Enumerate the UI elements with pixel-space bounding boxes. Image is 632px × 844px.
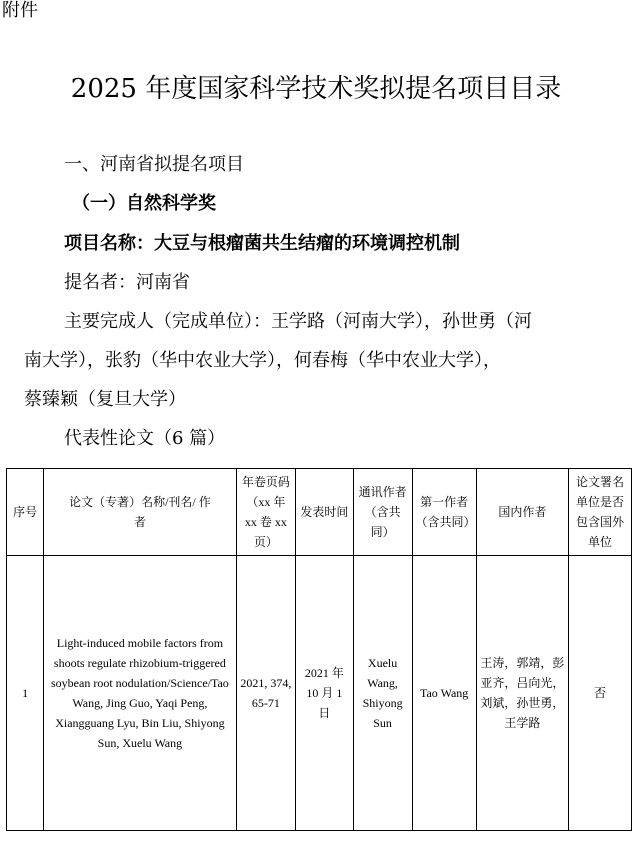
domestic-authors: 王涛，郭靖，彭亚齐，吕向光，刘斌，孙世勇，王学路 bbox=[476, 556, 568, 831]
header-cell: 年卷页码（xx 年 xx 卷 xx 页） bbox=[236, 469, 296, 556]
papers-heading: 代表性论文（6 篇） bbox=[64, 428, 226, 449]
header-cell: 发表时间 bbox=[296, 469, 354, 556]
header-cell: 国内作者 bbox=[476, 469, 568, 556]
first-author: Tao Wang bbox=[412, 556, 476, 831]
project-name: 项目名称：大豆与根瘤菌共生结瘤的环境调控机制 bbox=[64, 233, 460, 254]
table-header-row bbox=[7, 469, 632, 556]
contributors-line: 南大学），张豹（华中农业大学），何春梅（华中农业大学）， bbox=[24, 350, 501, 371]
header-cell: 论文署名单位是否包含国外单位 bbox=[569, 469, 632, 556]
attachment-label: 附件 bbox=[2, 0, 38, 21]
volume-pages: 2021, 374, 65-71 bbox=[236, 556, 296, 831]
header-cell: 第一作者（含共同） bbox=[412, 469, 476, 556]
subsection-heading: （一）自然科学奖 bbox=[72, 193, 216, 214]
foreign-unit: 否 bbox=[569, 556, 632, 831]
papers-table bbox=[6, 468, 632, 831]
nominator: 提名者：河南省 bbox=[64, 272, 190, 293]
corresponding-author: Xuelu Wang, Shiyong Sun bbox=[353, 556, 412, 831]
row-number: 1 bbox=[7, 556, 44, 831]
contributors-line: 蔡臻颖（复旦大学） bbox=[24, 389, 186, 410]
page-title: 2025 年度国家科学技术奖拟提名项目目录 bbox=[70, 74, 562, 104]
table-row bbox=[7, 556, 632, 831]
header-cell: 论文（专著）名称/刊名/ 作者 bbox=[44, 469, 236, 556]
publish-date: 2021 年 10 月 1 日 bbox=[296, 556, 354, 831]
header-cell: 序号 bbox=[7, 469, 44, 556]
contributors-line: 主要完成人（完成单位）：王学路（河南大学），孙世勇（河 bbox=[64, 311, 532, 332]
paper-title: Light-induced mobile factors from shoots regulate rhizobium-triggered soybean root nodulation/Science/Tao Wang, Jing Guo, Yaqi Peng, Xiangguang Lyu, Bin Liu, Shiyong Sun, Xuelu Wang bbox=[44, 556, 236, 831]
section-heading: 一、河南省拟提名项目 bbox=[64, 154, 244, 175]
header-cell: 通讯作者（含共同） bbox=[353, 469, 412, 556]
